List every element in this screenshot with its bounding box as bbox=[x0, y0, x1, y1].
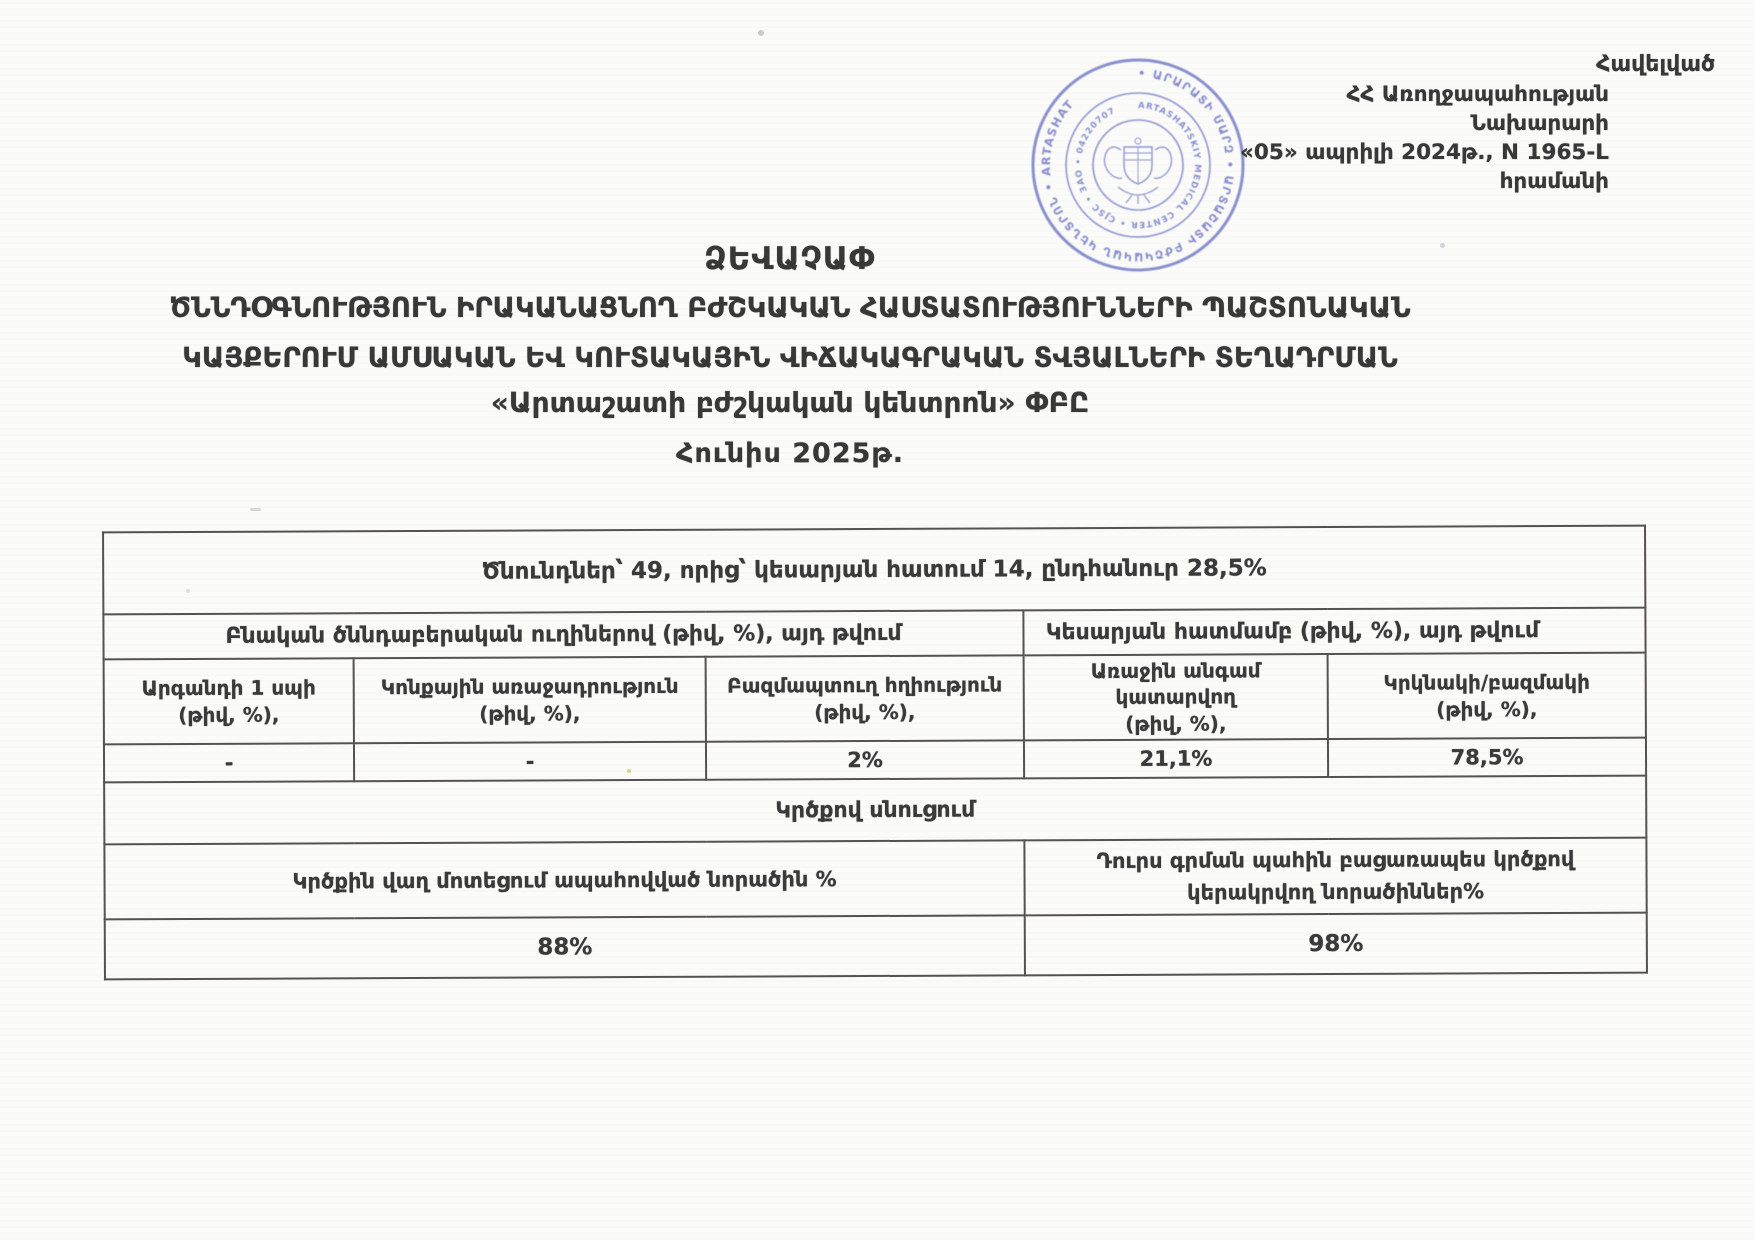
scan-speck bbox=[758, 30, 764, 36]
early-breastfeeding-header: Կրծքին վաղ մոտեցում ապահովված նորածին % bbox=[104, 841, 1024, 920]
form-title: ՁԵՎԱՉԱՓ bbox=[704, 241, 876, 277]
value-breech-presentation: - bbox=[354, 742, 706, 782]
form-heading-line1: ԾՆՆԴՕԳՆՈՒԹՅՈՒՆ ԻՐԱԿԱՆԱՑՆՈՂ ԲԺՇԿԱԿԱՆ ՀԱՍՏԱՏՈՒԹՅՈՒՆՆԵՐԻ ՊԱՇՏՈՆԱԿԱՆ bbox=[169, 292, 1411, 324]
scan-speck bbox=[627, 769, 631, 773]
scan-speck bbox=[186, 589, 190, 593]
organization-name: «Արտաշատի բժշկական կենտրոն» ՓԲԸ bbox=[490, 386, 1090, 419]
value-multiple-pregnancy: 2% bbox=[706, 741, 1024, 780]
stamp-outer-ring-text: • ԱՐԱՐԱՏԻ ՄԱՐԶ • ԱՐՏԱՇԱՏԻ ԲԺՇԿԱԿԱՆ ԿԵՆՏՐՈՆ • ARTASHAT bbox=[1038, 65, 1238, 265]
value-repeat-cesarean: 78,5% bbox=[1328, 738, 1646, 777]
natural-delivery-group-header: Բնական ծննդաբերական ուղիներով (թիվ, %), այդ թվում bbox=[103, 610, 1023, 659]
births-summary-cell: Ծնունդներ՝ 49, որից՝ կեսարյան հատում 14, ընդհանուր 28,5% bbox=[103, 526, 1645, 615]
value-uterine-scar: - bbox=[104, 743, 354, 782]
col-header-first-time-cesarean: Առաջին անգամ կատարվող (թիվ, %), bbox=[1024, 654, 1328, 740]
scan-speck bbox=[250, 508, 261, 511]
exclusive-breastfeeding-value: 98% bbox=[1025, 913, 1647, 976]
appendix-title: Հավելված bbox=[1596, 52, 1715, 77]
col-header-repeat-cesarean: Կրկնակի/բազմակի (թիվ, %), bbox=[1328, 653, 1646, 740]
value-first-time-cesarean: 21,1% bbox=[1024, 739, 1328, 778]
statistics-table bbox=[102, 525, 1648, 981]
breastfeeding-section-header: Կրծքով սնուցում bbox=[104, 776, 1646, 845]
col-header-multiple-pregnancy: Բազմապտուղ հղիություն (թիվ, %), bbox=[706, 655, 1024, 742]
appendix-order-line: «05» ապրիլի 2024թ., N 1965-L հրամանի bbox=[1240, 140, 1609, 194]
cesarean-group-header: Կեսարյան հատմամբ (թիվ, %), այդ թվում bbox=[1023, 608, 1645, 656]
report-period: Հունիս 2025թ. bbox=[675, 438, 905, 469]
col-header-breech-presentation: Կոնքային առաջադրություն (թիվ, %), bbox=[354, 657, 706, 744]
exclusive-breastfeeding-header: Դուրս գրման պահին բացառապես կրծքով կերակրվող նորածիններ% bbox=[1024, 838, 1646, 916]
form-heading-line2: ԿԱՅՔԵՐՈՒՄ ԱՄՍԱԿԱՆ ԵՎ ԿՈՒՏԱԿԱՅԻՆ ՎԻՃԱԿԱԳՐԱԿԱՆ ՏՎՅԱԼՆԵՐԻ ՏԵՂԱԴՐՄԱՆ bbox=[182, 342, 1398, 374]
stamp-coat-of-arms bbox=[1104, 138, 1171, 204]
early-breastfeeding-value: 88% bbox=[105, 916, 1025, 980]
appendix-block bbox=[1215, 50, 1715, 196]
col-header-uterine-scar: Արգանդի 1 սպի (թիվ, %), bbox=[104, 658, 354, 744]
stamp-inner-ring-text: ARTASHATSKIY MEDICAL CENTER • CJSC • ЗАО • 04220707 bbox=[1073, 100, 1203, 230]
appendix-ministry-line: ՀՀ Առողջապահության Նախարարի bbox=[1346, 82, 1609, 136]
